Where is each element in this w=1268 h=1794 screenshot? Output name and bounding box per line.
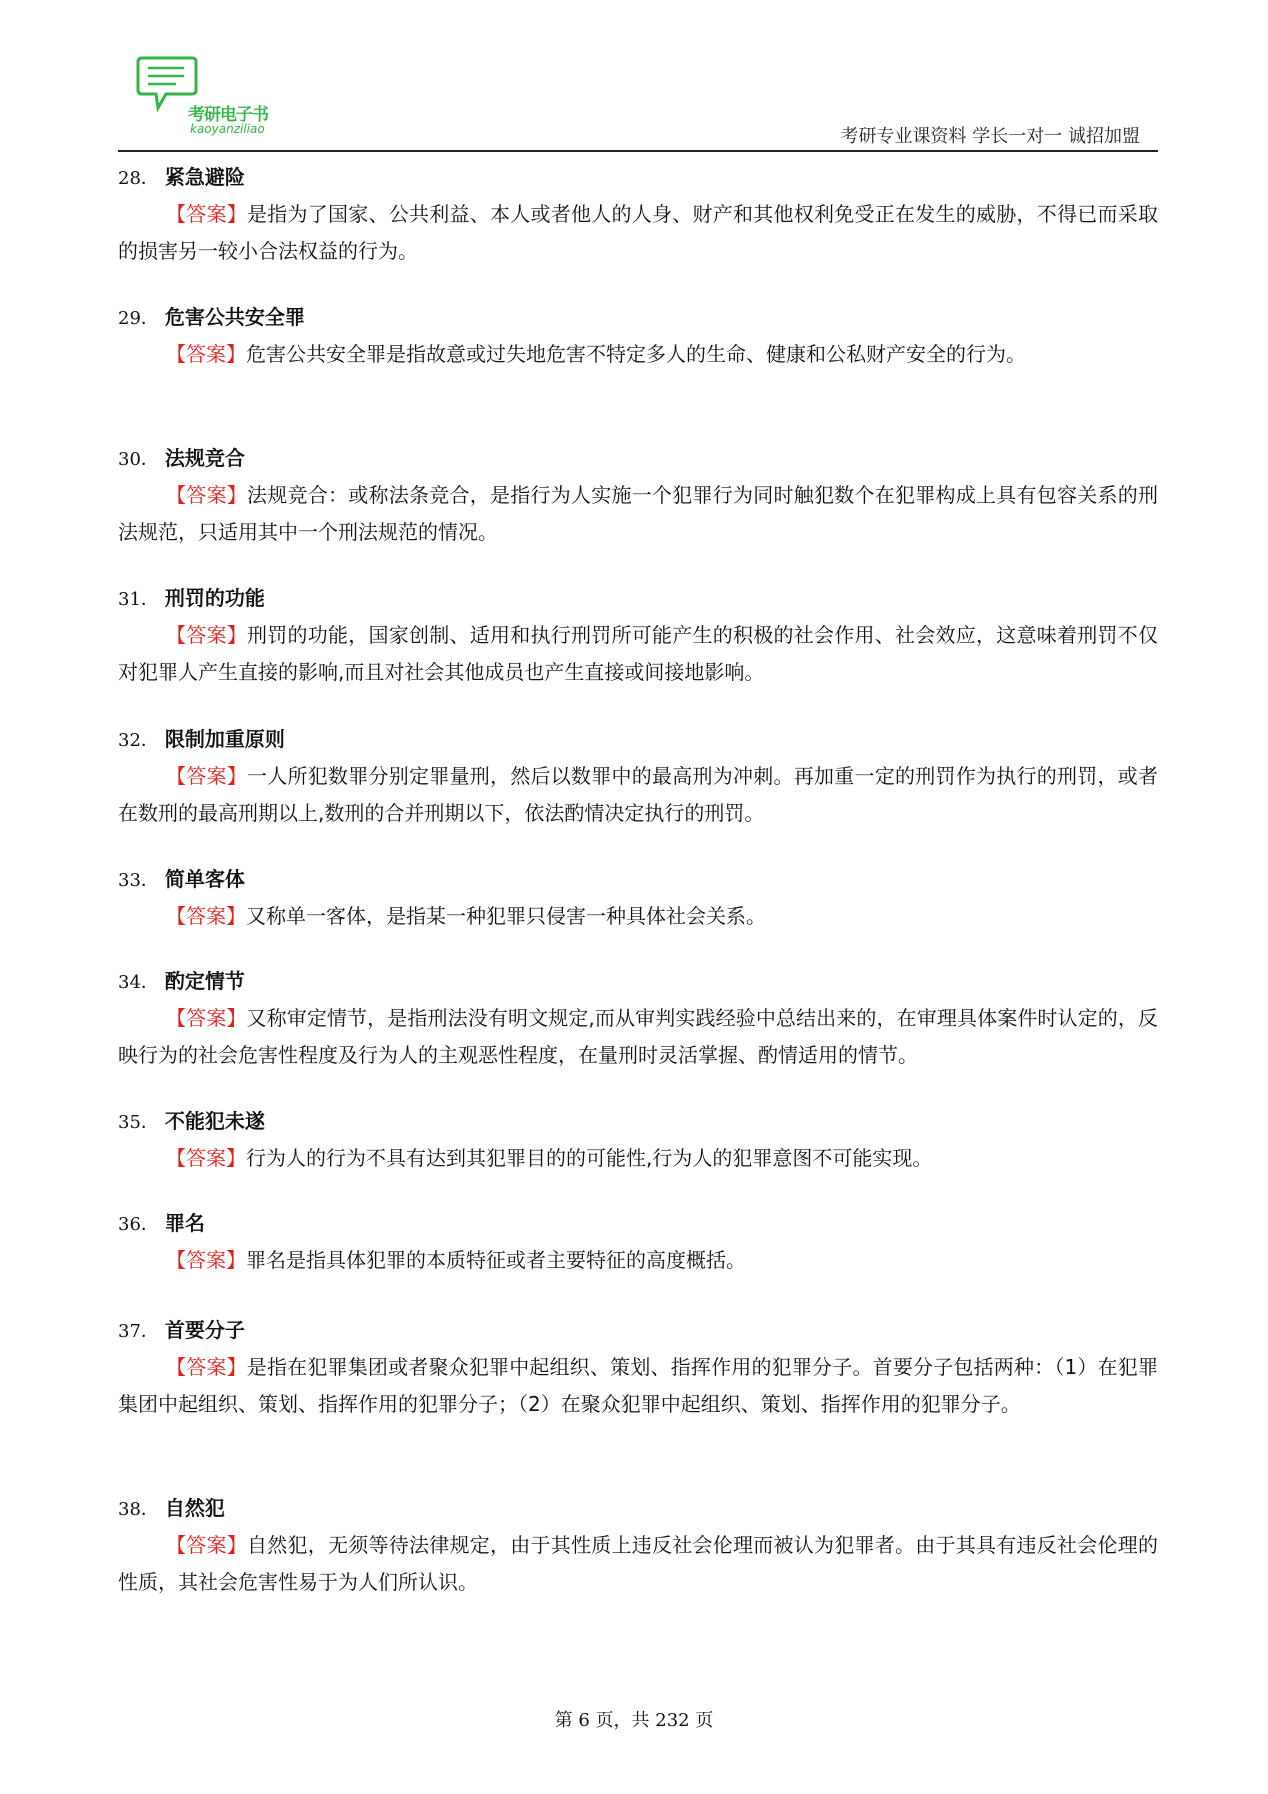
answer-text: 是指在犯罪集团或者聚众犯罪中起组织、策划、指挥作用的犯罪分子。首要分子包括两种：（1）在犯罪集团中起组织、策划、指挥作用的犯罪分子；（2）在聚众犯罪中起组织、策划、指挥作用的犯罪分子。	[118, 1355, 1158, 1416]
answer-tag: 【答案】	[166, 904, 246, 928]
entry-answer	[118, 336, 1158, 373]
glossary-entry	[118, 1315, 1158, 1423]
answer-tag: 【答案】	[166, 483, 247, 507]
entry-heading	[118, 966, 1158, 998]
entry-answer	[118, 196, 1158, 270]
entry-answer	[118, 1000, 1158, 1074]
entry-heading	[118, 1208, 1158, 1240]
answer-text: 又称单一客体，是指某一种犯罪只侵害一种具体社会关系。	[246, 904, 766, 928]
entry-number: 36．	[118, 1214, 159, 1235]
entry-heading	[118, 583, 1158, 615]
entry-heading	[118, 1106, 1158, 1138]
glossary-entry	[118, 724, 1158, 832]
entry-answer	[118, 617, 1158, 691]
glossary-entry	[118, 1493, 1158, 1601]
answer-text: 刑罚的功能，国家创制、适用和执行刑罚所可能产生的积极的社会作用、社会效应，这意味着刑罚不仅对犯罪人产生直接的影响,而且对社会其他成员也产生直接或间接地影响。	[118, 623, 1158, 684]
answer-tag: 【答案】	[166, 342, 246, 366]
entry-answer	[118, 1140, 1158, 1177]
entry-term: 限制加重原则	[164, 727, 285, 751]
answer-text: 危害公共安全罪是指故意或过失地危害不特定多人的生命、健康和公私财产安全的行为。	[246, 342, 1026, 366]
logo-chinese-text: 考研电子书	[188, 105, 268, 125]
answer-text: 行为人的行为不具有达到其犯罪目的的可能性,行为人的犯罪意图不可能实现。	[246, 1146, 933, 1170]
answer-text: 自然犯，无须等待法律规定，由于其性质上违反社会伦理而被认为犯罪者。由于其具有违反社会伦理的性质，其社会危害性易于为人们所认识。	[118, 1533, 1158, 1594]
entry-number: 38．	[118, 1499, 159, 1520]
entry-number: 28．	[118, 168, 159, 189]
glossary-entry	[118, 302, 1158, 373]
entry-number: 30．	[118, 449, 159, 470]
header-slogan: 考研专业课资料 学长一对一 诚招加盟	[840, 126, 1140, 147]
entry-term: 刑罚的功能	[164, 586, 265, 610]
glossary-entry	[118, 966, 1158, 1074]
entry-term: 法规竞合	[164, 446, 245, 470]
entry-answer	[118, 477, 1158, 551]
answer-tag: 【答案】	[166, 1006, 247, 1030]
entry-heading	[118, 1493, 1158, 1525]
entry-heading	[118, 443, 1158, 475]
entry-heading	[118, 1315, 1158, 1347]
glossary-entry	[118, 583, 1158, 691]
answer-tag: 【答案】	[166, 623, 247, 647]
entry-heading	[118, 162, 1158, 194]
answer-tag: 【答案】	[166, 1533, 247, 1557]
entry-heading	[118, 302, 1158, 334]
entry-number: 34．	[118, 972, 159, 993]
entry-term: 简单客体	[164, 867, 245, 891]
entry-term: 首要分子	[164, 1318, 245, 1342]
entry-number: 29．	[118, 308, 159, 329]
header-divider	[118, 150, 1158, 152]
entry-term: 紧急避险	[164, 165, 245, 189]
entry-term: 不能犯未遂	[164, 1109, 265, 1133]
entry-answer	[118, 898, 1158, 935]
glossary-entry	[118, 864, 1158, 935]
entry-heading	[118, 864, 1158, 896]
entry-answer	[118, 1349, 1158, 1423]
page-footer	[0, 1706, 1268, 1732]
answer-tag: 【答案】	[166, 764, 247, 788]
page-header	[118, 56, 1158, 152]
entry-number: 35．	[118, 1112, 159, 1133]
entry-heading	[118, 724, 1158, 756]
answer-text: 一人所犯数罪分别定罪量刑，然后以数罪中的最高刑为冲刺。再加重一定的刑罚作为执行的刑罚，或者在数刑的最高刑期以上,数刑的合并刑期以下，依法酌情决定执行的刑罚。	[118, 764, 1158, 825]
glossary-entry	[118, 162, 1158, 270]
entry-answer	[118, 1242, 1158, 1279]
answer-text: 罪名是指具体犯罪的本质特征或者主要特征的高度概括。	[246, 1248, 746, 1272]
glossary-entry	[118, 1106, 1158, 1177]
entry-term: 罪名	[164, 1211, 205, 1235]
entry-number: 37．	[118, 1321, 159, 1342]
page-number: 第 6 页，共 232 页	[554, 1710, 714, 1731]
answer-tag: 【答案】	[166, 1248, 246, 1272]
entry-number: 32．	[118, 730, 159, 751]
entry-answer	[118, 758, 1158, 832]
answer-text: 法规竞合：或称法条竞合，是指行为人实施一个犯罪行为同时触犯数个在犯罪构成上具有包容关系的刑法规范，只适用其中一个刑法规范的情况。	[118, 483, 1158, 544]
logo	[136, 56, 296, 146]
entry-number: 31．	[118, 589, 159, 610]
answer-tag: 【答案】	[166, 202, 247, 226]
entry-term: 自然犯	[164, 1496, 225, 1520]
entry-number: 33．	[118, 870, 159, 891]
glossary-entry	[118, 1208, 1158, 1279]
entry-term: 酌定情节	[164, 969, 245, 993]
entry-answer	[118, 1527, 1158, 1601]
answer-tag: 【答案】	[166, 1146, 246, 1170]
glossary-entry	[118, 443, 1158, 551]
logo-english-text: kaoyanziliao	[190, 122, 265, 136]
entry-term: 危害公共安全罪	[164, 305, 305, 329]
answer-text: 是指为了国家、公共利益、本人或者他人的人身、财产和其他权利免受正在发生的威胁，不得已而采取的损害另一较小合法权益的行为。	[118, 202, 1158, 263]
answer-tag: 【答案】	[166, 1355, 247, 1379]
answer-text: 又称审定情节，是指刑法没有明文规定,而从审判实践经验中总结出来的，在审理具体案件时认定的，反映行为的社会危害性程度及行为人的主观恶性程度，在量刑时灵活掌握、酌情适用的情节。	[118, 1006, 1159, 1067]
